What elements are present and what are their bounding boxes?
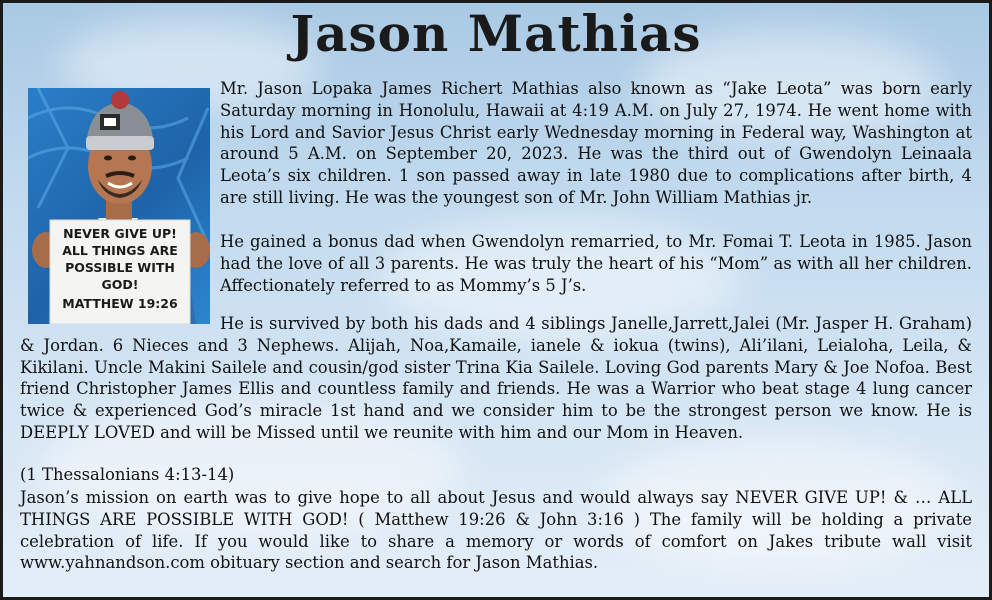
sign-line: ALL THINGS ARE: [62, 243, 178, 258]
mission-paragraph: Jason’s mission on earth was to give hope to all about Jesus and would always say NEVER GIVE UP! & … ALL THINGS ARE POSSIBLE WITH GOD! ( Matthew 19:26 & John 3:16 ) The family will be holding a private celebration of life. If you would like to share a memory or words of comfort on Jakes tribute wall visit www.yahnandson.com obituary section and search for Jason Mathias.: [20, 488, 972, 573]
birth-paragraph: Mr. Jason Lopaka James Richert Mathias also known as “Jake Leota” was born early Saturday morning in Honolulu, Hawaii at 4:19 A.M. on July 27, 1974. He went home with his Lord and Savior Jesus Christ early Wednesday morning in Federal way, Washington at around 5 A.M. on September 20, 2023. He was the third out of Gwendolyn Leinaala Leota’s six children. 1 son passed away in late 1980 due to complications after birth, 4 are still living. He was the youngest son of Mr. John William Mathias jr.: [220, 79, 972, 207]
obituary-name: Jason Mathias: [290, 4, 702, 63]
sign-line: MATTHEW 19:26: [62, 296, 178, 311]
sign-line: GOD!: [101, 277, 139, 292]
family-paragraph: He gained a bonus dad when Gwendolyn remarried, to Mr. Fomai T. Leota in 1985. Jason had the love of all 3 parents. He was truly the heart of his “Mom” as with all her children. Affectionately referred to as Mommy’s 5 J’s.: [220, 232, 972, 295]
scripture-reference: (1 Thessalonians 4:13-14): [20, 465, 235, 484]
sign-line: POSSIBLE WITH: [65, 260, 175, 275]
survivors-paragraph: He is survived by both his dads and 4 siblings Janelle,Jarrett,Jalei (Mr. Jasper H. Graham) & Jordan. 6 Nieces and 3 Nephews. Alijah, Noa,Kamaile, ianele & iokua (twins), Ali’ilani, Leialoha, Leila, & Kikilani. Uncle Makini Sailele and cousin/god sister Trina Kia Sailele. Loving God parents Mary & Joe Nofoa. Best friend Christopher James Ellis and countless family and friends. He was a Warrior who beat stage 4 lung cancer twice & experienced God’s miracle 1st hand and we consider him to be the strongest person we know. He is DEEPLY LOVED and will be Missed until we reunite with him and our Mom in Heaven.: [20, 314, 972, 442]
sign-line: NEVER GIVE UP!: [63, 226, 177, 241]
